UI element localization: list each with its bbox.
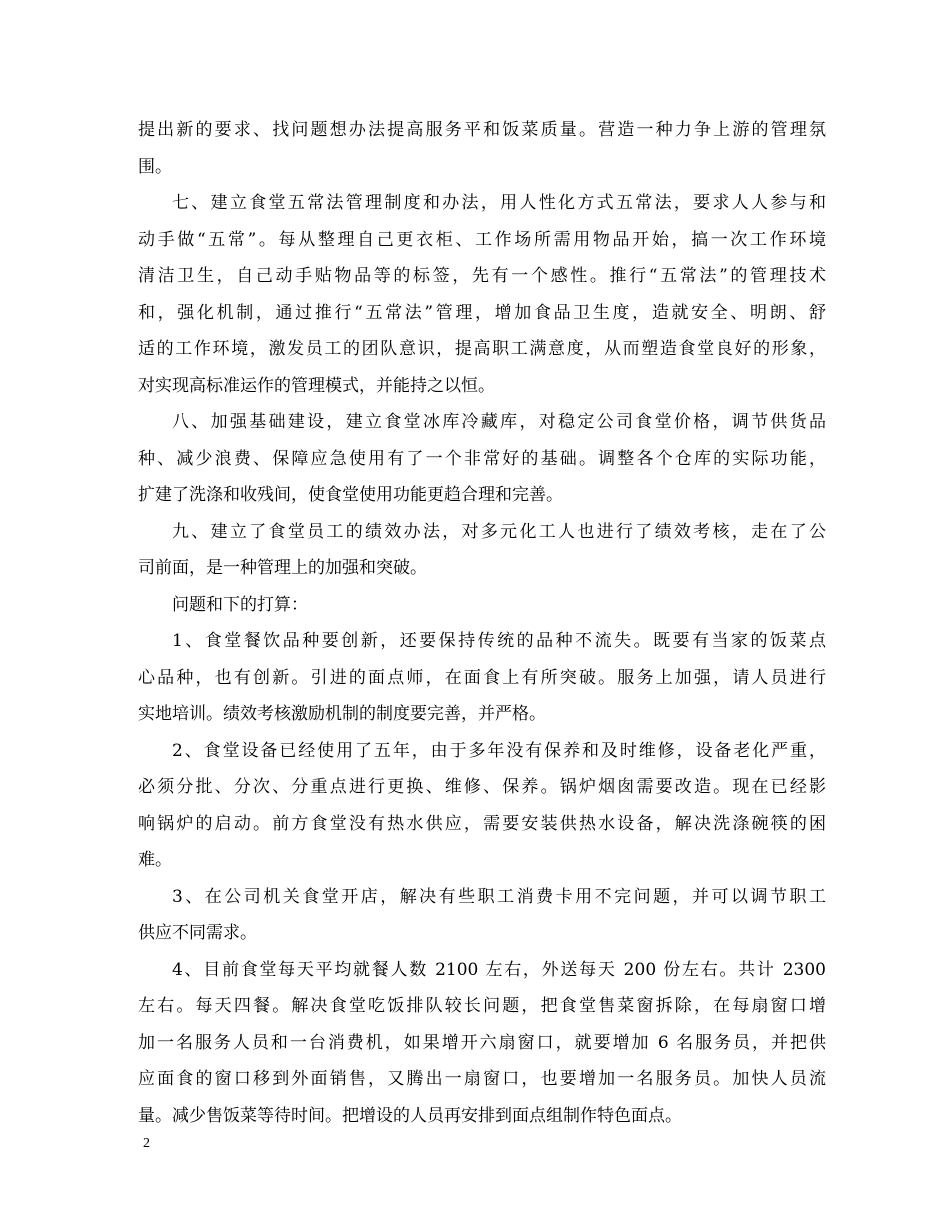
page-number: 2: [143, 1136, 150, 1151]
text-line: 八、加强基础建设，建立食堂冰库冷藏库，对稳定公司食堂价格，调节供货品: [172, 412, 826, 432]
text-line: 心品种，也有创新。引进的面点师，在面食上有所突破。服务上加强，请人员进行: [138, 667, 826, 688]
text-line: 围。: [138, 156, 172, 177]
text-line: 清洁卫生，自己动手贴物品等的标签，先有一个感性。推行“五常法”的管理技术: [138, 266, 826, 286]
text-line: 实地培训。绩效考核激励机制的制度要完善，并严格。: [138, 704, 546, 724]
text-line: 供应不同需求。: [138, 923, 257, 943]
text-line: 4、目前食堂每天平均就餐人数 2100 左右，外送每天 200 份左右。共计 2300: [172, 959, 826, 980]
document-body: [138, 112, 826, 1134]
text-line: 问题和下的打算：: [172, 594, 308, 615]
text-line: 量。减少售饭菜等待时间。把增设的人员再安排到面点组制作特色面点。: [138, 1105, 682, 1126]
text-line: 2、食堂设备已经使用了五年，由于多年没有保养和及时维修，设备老化严重，: [172, 740, 826, 761]
text-line: 应面食的窗口移到外面销售，又腾出一扇窗口，也要增加一名服务员。加快人员流: [138, 1069, 826, 1089]
text-line: 司前面，是一种管理上的加强和突破。: [138, 558, 427, 578]
text-line: 扩建了洗涤和收残间，使食堂使用功能更趋合理和完善。: [138, 485, 563, 505]
text-line: 1、食堂餐饮品种要创新，还要保持传统的品种不流失。既要有当家的饭菜点: [172, 631, 826, 651]
text-line: 种、减少浪费、保障应急使用有了一个非常好的基础。调整各个仓库的实际功能，: [138, 448, 826, 469]
text-line: 九、建立了食堂员工的绩效办法，对多元化工人也进行了绩效考核，走在了公: [172, 521, 826, 542]
text-line: 加一名服务人员和一台消费机，如果增开六扇窗口，就要增加 6 名服务员，并把供: [138, 1032, 826, 1053]
text-line: 提出新的要求、找问题想办法提高服务平和饭菜质量。营造一种力争上游的管理氛: [138, 120, 826, 140]
text-line: 七、建立食堂五常法管理制度和办法，用人性化方式五常法，要求人人参与和: [172, 193, 826, 213]
text-line: 动手做“五常”。每从整理自己更衣柜、工作场所需用物品开始，搞一次工作环境: [138, 229, 826, 250]
text-line: 响锅炉的启动。前方食堂没有热水供应，需要安装供热水设备，解决洗涤碗筷的困: [138, 813, 826, 834]
text-line: 适的工作环境，激发员工的团队意识，提高职工满意度，从而塑造食堂良好的形象，: [138, 339, 826, 359]
text-line: 左右。每天四餐。解决食堂吃饭排队较长问题，把食堂售菜窗拆除，在每扇窗口增: [138, 996, 826, 1016]
text-line: 和，强化机制，通过推行“五常法”管理，增加食品卫生度，造就安全、明朗、舒: [138, 302, 826, 323]
text-line: 难。: [138, 850, 172, 870]
text-line: 对实现高标准运作的管理模式，并能持之以恒。: [138, 375, 495, 396]
text-line: 3、在公司机关食堂开店，解决有些职工消费卡用不完问题，并可以调节职工: [172, 886, 826, 907]
text-line: 必须分批、分次、分重点进行更换、维修、保养。锅炉烟囱需要改造。现在已经影: [138, 777, 826, 797]
